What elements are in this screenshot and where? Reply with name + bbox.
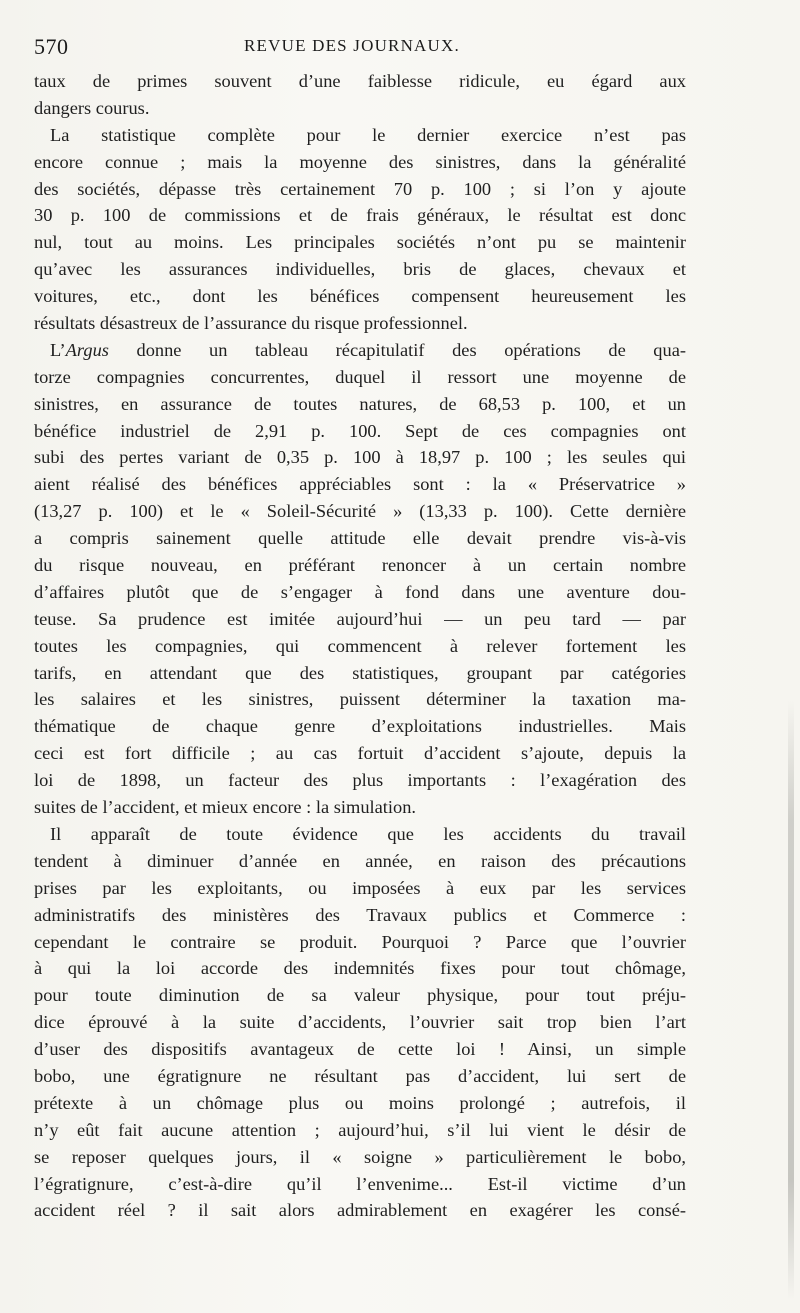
- text-line: pour toute diminution de sa valeur physique, pour tout préju-: [34, 985, 686, 1006]
- text-line: sinistres, en assurance de toutes natures, de 68,53 p. 100, et un: [34, 393, 686, 414]
- text-line: administratifs des ministères des Travaux publics et Commerce :: [34, 904, 686, 925]
- text-line: l’égratignure, c’est-à-dire qu’il l’envenime... Est-il victime d’un: [34, 1173, 686, 1194]
- text-line: d’user des dispositifs avantageux de cette loi ! Ainsi, un simple: [34, 1039, 686, 1060]
- text-line: suites de l’accident, et mieux encore : la simulation.: [34, 797, 416, 818]
- text-line: du risque nouveau, en préférant renoncer à un certain nombre: [34, 555, 686, 576]
- text-line: taux de primes souvent d’une faiblesse ridicule, eu égard aux: [34, 71, 686, 91]
- text-line: tarifs, en attendant que des statistiques, groupant par catégories: [34, 662, 686, 683]
- text-line: ceci est fort difficile ; au cas fortuit d’accident s’ajoute, depuis la: [34, 743, 686, 764]
- text-line: torze compagnies concurrentes, duquel il ressort une moyenne de: [34, 366, 686, 387]
- text-line: prises par les exploitants, ou imposées à eux par les services: [34, 877, 686, 898]
- text-line: La statistique complète pour le dernier exercice n’est pas: [50, 124, 686, 145]
- text-line: des sociétés, dépasse très certainement 70 p. 100 ; si l’on y ajoute: [34, 178, 686, 199]
- text-line: L’Argus donne un tableau récapitulatif des opérations de qua-: [50, 339, 686, 360]
- text-line: a compris sainement quelle attitude elle devait prendre vis-à-vis: [34, 528, 686, 549]
- text-line: dice éprouvé à la suite d’accidents, l’ouvrier sait trop bien l’art: [34, 1012, 686, 1033]
- text-line: toutes les compagnies, qui commencent à relever fortement les: [34, 635, 686, 656]
- text-line: les salaires et les sinistres, puissent déterminer la taxation ma-: [34, 689, 686, 710]
- text-line: accident réel ? il sait alors admirablement en exagérer les consé-: [34, 1200, 686, 1221]
- text-line: cependant le contraire se produit. Pourquoi ? Parce que l’ouvrier: [34, 931, 686, 952]
- text-line: teuse. Sa prudence est imitée aujourd’hui — un peu tard — par: [34, 608, 686, 629]
- text-line: bénéfice industriel de 2,91 p. 100. Sept de ces compagnies ont: [34, 420, 686, 441]
- text-line: prétexte à un chômage plus ou moins prolongé ; autrefois, il: [34, 1092, 686, 1113]
- text-line: aient réalisé des bénéfices appréciables sont : la « Préservatrice »: [34, 474, 686, 495]
- text-line: d’affaires plutôt que de s’engager à fond dans une aventure dou-: [34, 581, 686, 602]
- text-line: encore connue ; mais la moyenne des sinistres, dans la généralité: [34, 151, 686, 172]
- running-title: REVUE DES JOURNAUX.: [244, 36, 460, 55]
- text-line: se reposer quelques jours, il « soigne » particulièrement le bobo,: [34, 1146, 686, 1167]
- text-line: subi des pertes variant de 0,35 p. 100 à 18,97 p. 100 ; les seules qui: [34, 447, 686, 468]
- text-line: dangers courus.: [34, 97, 150, 118]
- text-line: qu’avec les assurances individuelles, bris de glaces, chevaux et: [34, 259, 686, 280]
- text-line: n’y eût fait aucune attention ; aujourd’hui, s’il lui vient le désir de: [34, 1119, 686, 1140]
- text-line: à qui la loi accorde des indemnités fixes pour tout chômage,: [34, 958, 686, 979]
- text-line: bobo, une égratignure ne résultant pas d’accident, lui sert de: [34, 1065, 686, 1086]
- page-number: 570: [34, 34, 69, 59]
- text-line: thématique de chaque genre d’exploitations industrielles. Mais: [34, 716, 686, 737]
- text-line: Il apparaît de toute évidence que les accidents du travail: [50, 823, 686, 844]
- body-text: [34, 68, 686, 1224]
- text-line: voitures, etc., dont les bénéfices compensent heureusement les: [34, 286, 686, 307]
- text-line: 30 p. 100 de commissions et de frais généraux, le résultat est donc: [34, 205, 686, 226]
- text-line: tendent à diminuer d’année en année, en raison des précautions: [34, 850, 686, 871]
- text-line: (13,27 p. 100) et le « Soleil-Sécurité » (13,33 p. 100). Cette dernière: [34, 501, 686, 522]
- text-line: résultats désastreux de l’assurance du risque professionnel.: [34, 313, 468, 334]
- page-edge-shadow: [788, 700, 794, 1300]
- page-header: [34, 34, 684, 62]
- text-line: nul, tout au moins. Les principales sociétés n’ont pu se maintenir: [34, 232, 686, 253]
- text-line: loi de 1898, un facteur des plus importants : l’exagération des: [34, 770, 686, 791]
